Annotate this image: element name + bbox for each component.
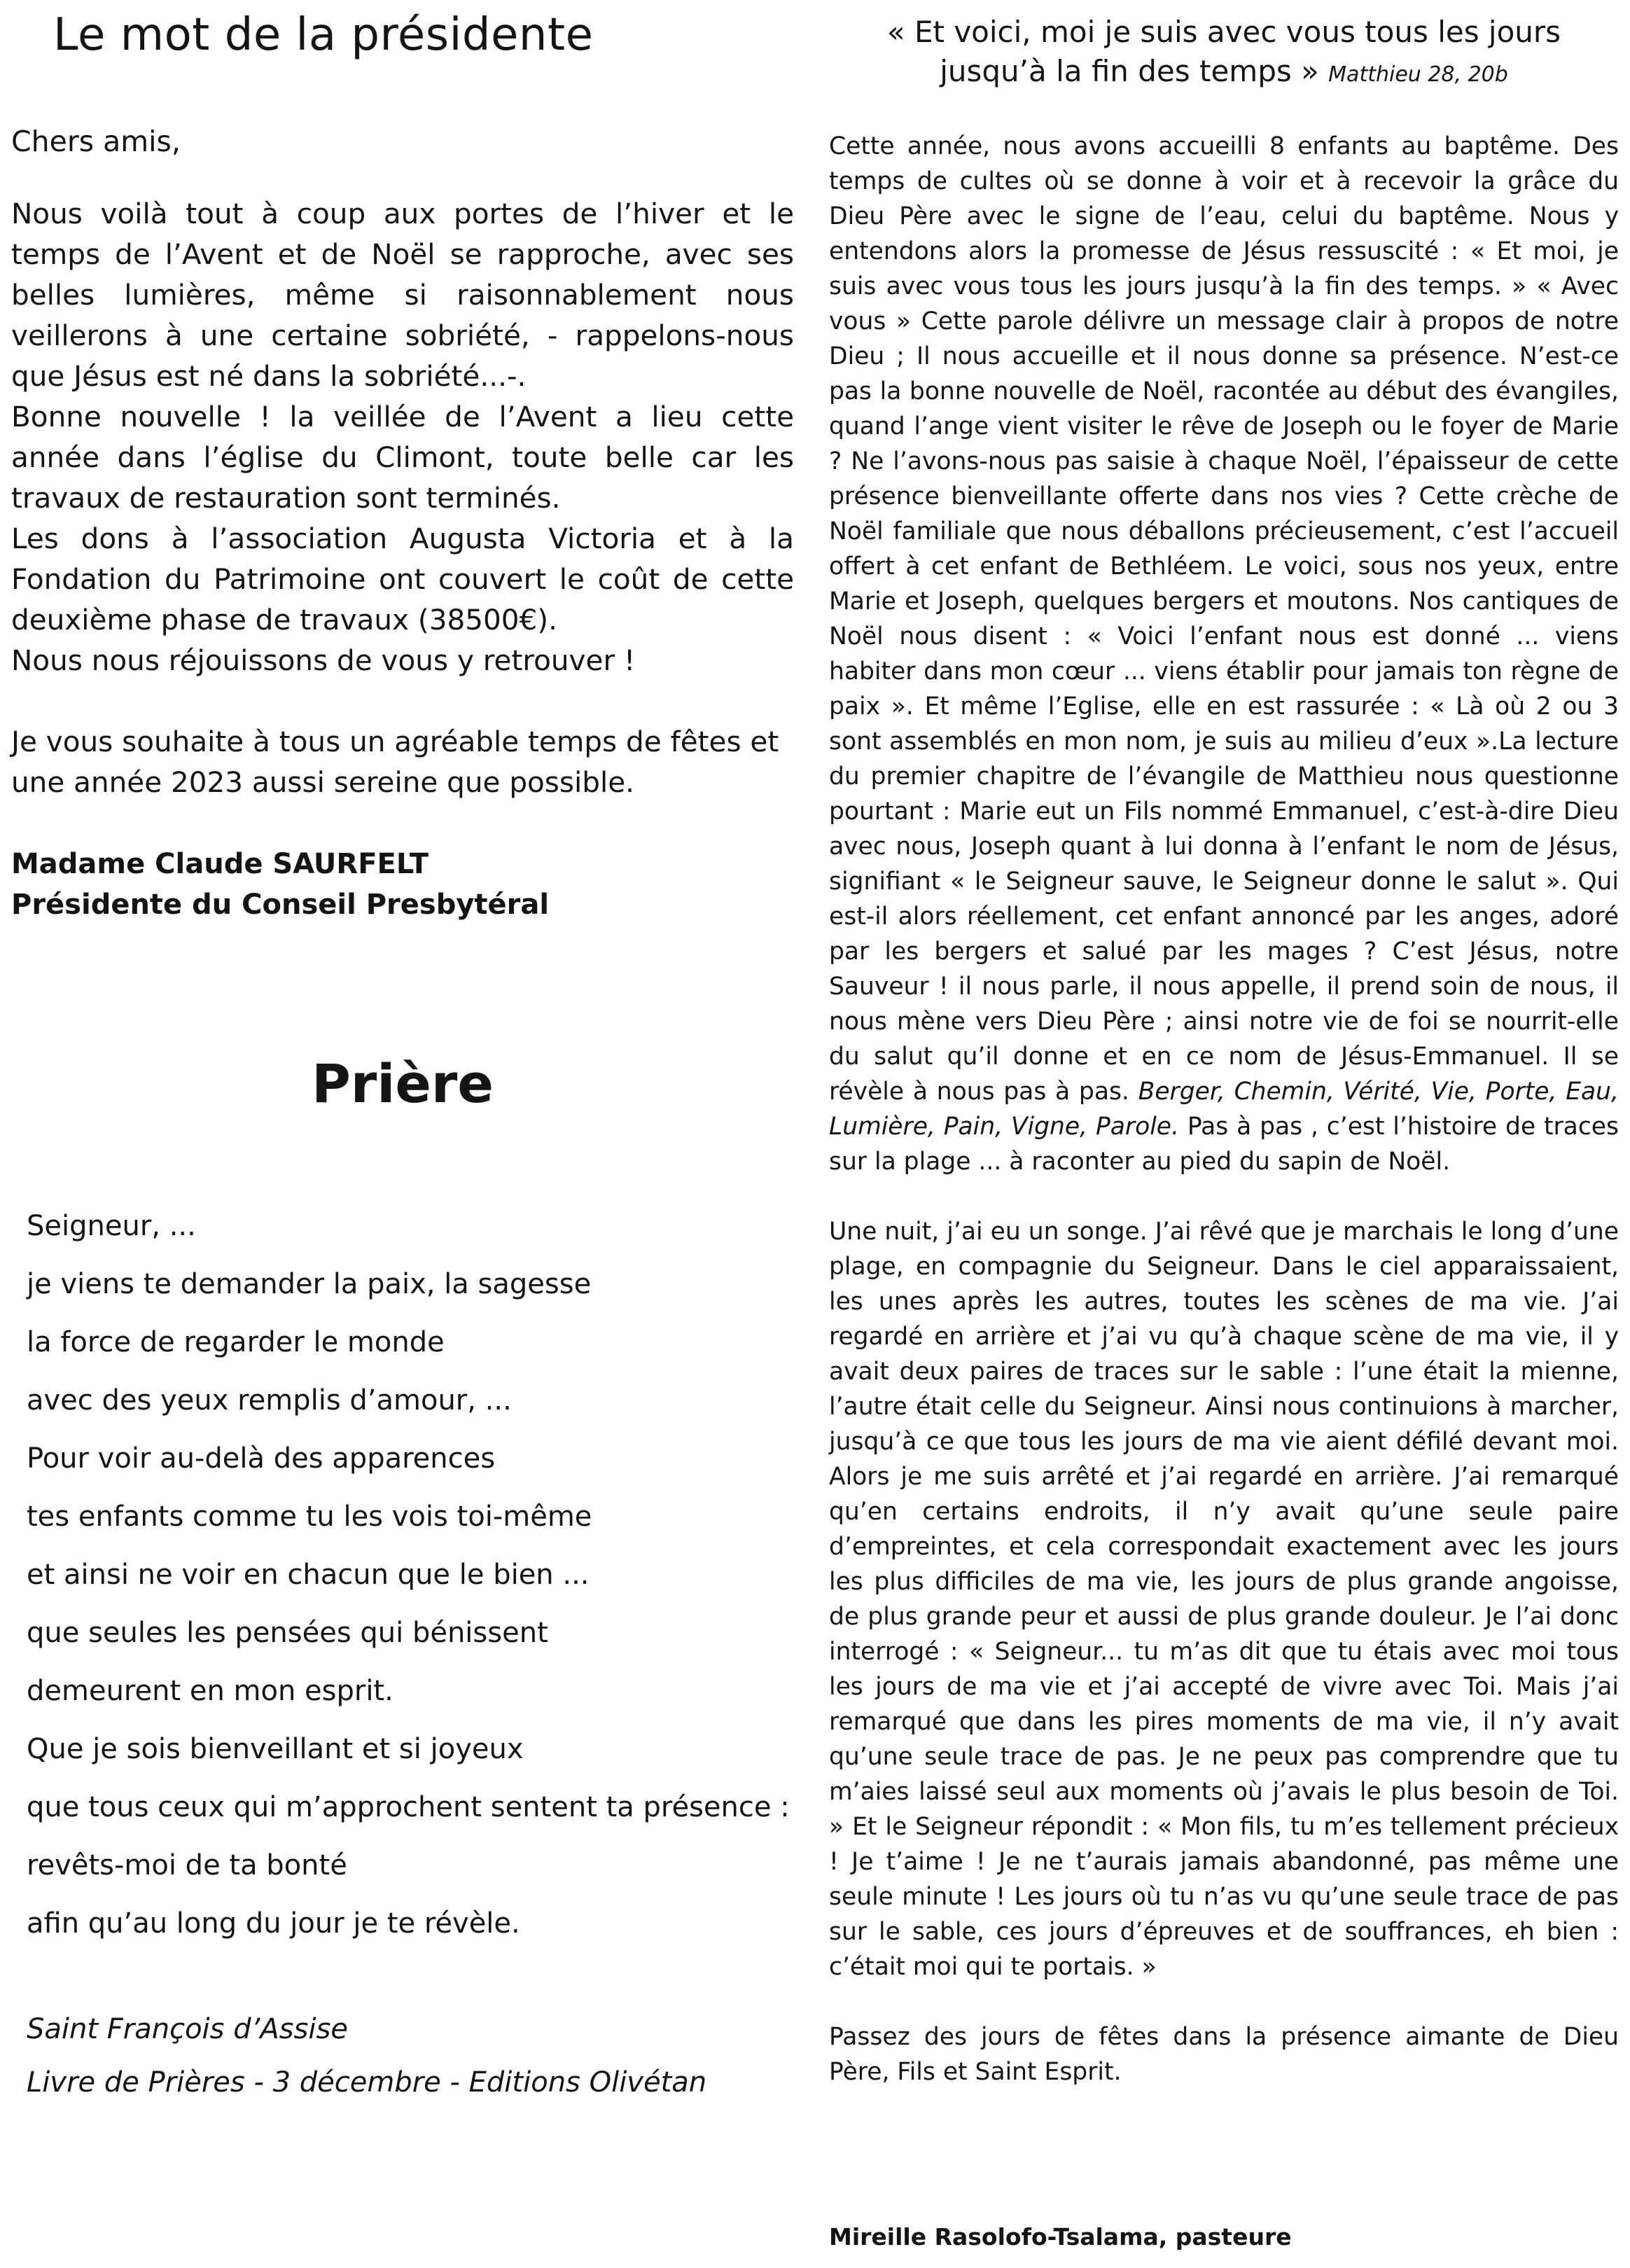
prayer-line: que seules les pensées qui bénissent — [27, 1617, 548, 1649]
prayer-line: que tous ceux qui m’approchent sentent ta présence : — [27, 1791, 790, 1823]
salutation: Chers amis, — [11, 125, 181, 158]
prayer-line: Pour voir au-delà des apparences — [27, 1442, 496, 1475]
prayer-source: Livre de Prières - 3 décembre - Editions Olivétan — [27, 2066, 707, 2099]
president-message — [11, 193, 794, 681]
prayer-line: avec des yeux remplis d’amour, ... — [27, 1384, 512, 1417]
prayer-line: Seigneur, ... — [27, 1210, 196, 1242]
president-title: Le mot de la présidente — [53, 9, 594, 61]
footprints-story: Une nuit, j’ai eu un songe. J’ai rêvé que je marchais le long d’une plage, en compagnie du Seigneur. Dans le ciel apparaissaient, les unes après les autres, toutes les scènes de ma vie. J’ai regardé en arrière et j’ai vu qu’à chaque scène de ma vie, il y avait deux paires de traces sur le sable : l’une était la mienne, l’autre était celle du Seigneur. Ainsi nous continuions à marcher, jusqu’à ce que tous les jours de ma vie aient défilé devant moi. Alors je me suis arrêté et j’ai regardé en arrière. J’ai remarqué qu’en certains endroits, il n’y avait qu’une seule paire d’empreintes, et cela correspondait exactement avec les jours les plus difficiles de ma vie, les jours de plus grande angoisse, de plus grande peur et aussi de plus grande douleur. Je l’ai donc interrogé : « Seigneur... tu m’as dit que tu étais avec moi tous les jours de ma vie et j’ai accepté de vivre avec Toi. Mais j’ai remarqué que dans les pires moments de ma vie, il n’y avait qu’une seule trace de pas. Je ne peux pas comprendre que tu m’aies laissé seul aux moments où j’avais le plus besoin de Toi. » Et le Seigneur répondit : « Mon fils, tu m’es tellement précieux ! Je t’aime ! Je ne t’aurais jamais abandonné, pas même une seule minute ! Les jours où tu n’as vu qu’une seule trace de pas sur le sable, ces jours d’épreuves et de souffrances, eh bien : c’était moi qui te portais. » — [829, 1218, 1619, 1981]
prayer-text — [27, 1197, 790, 1953]
prayer-credits — [27, 2003, 706, 2109]
prayer-line: Que je sois bienveillant et si joyeux — [27, 1733, 524, 1765]
sermon-text: Pas à pas , c’est l’histoire de traces sur la plage ... à raconter au pied du sapin de Noël. — [829, 1113, 1619, 1176]
prayer-title: Prière — [312, 1052, 494, 1115]
bible-quote — [829, 13, 1619, 95]
pastor-message — [829, 129, 1619, 2089]
prayer-line: je viens te demander la paix, la sagesse — [27, 1268, 592, 1300]
season-wishes: Je vous souhaite à tous un agréable temps de fêtes et une année 2023 aussi sereine que possible. — [11, 725, 779, 799]
president-paragraph: Bonne nouvelle ! la veillée de l’Avent a lieu cette année dans l’église du Climont, toute belle car les travaux de restauration sont terminés. — [11, 400, 794, 515]
president-paragraph: Nous voilà tout à coup aux portes de l’hiver et le temps de l’Avent et de Noël se rapproche, avec ses belles lumières, même si raisonnablement nous veillerons à une certaine sobriété, - rappelons-nous que Jésus est né dans la sobriété...-. — [11, 197, 794, 393]
signature-role: Présidente du Conseil Presbytéral — [11, 889, 550, 921]
prayer-line: revêts-moi de ta bonté — [27, 1849, 347, 1881]
prayer-line: la force de regarder le monde — [27, 1326, 445, 1358]
closing-blessing: Passez des jours de fêtes dans la présence aimante de Dieu Père, Fils et Saint Esprit. — [829, 2023, 1619, 2086]
sermon-paragraph — [829, 129, 1619, 1179]
pastor-signature: Mireille Rasolofo-Tsalama, pasteure — [829, 2223, 1292, 2250]
quote-text: « Et voici, moi je suis avec vous tous les jours jusqu’à la fin des temps » — [886, 15, 1561, 88]
president-paragraph: Nous nous réjouissons de vous y retrouver ! — [11, 643, 636, 677]
prayer-author: Saint François d’Assise — [27, 2013, 348, 2045]
sermon-text: Cette année, nous avons accueilli 8 enfants au baptême. Des temps de cultes où se donne à voir et à recevoir la grâce du Dieu Père avec le signe de l’eau, celui du baptême. Nous y entendons alors la promesse de Jésus ressuscité : « Et moi, je suis avec vous tous les jours jusqu’à la fin des temps. » « Avec vous » Cette parole délivre un message clair à propos de notre Dieu ; Il nous accueille et il nous donne sa présence. N’est-ce pas la bonne nouvelle de Noël, racontée au début des évangiles, quand l’ange vient visiter le rêve de Joseph ou le foyer de Marie ? Ne l’avons-nous pas saisie à chaque Noël, l’épaisseur de cette présence bienveillante offerte dans nos vies ? Cette crèche de Noël familiale que nous déballons précieusement, c’est l’accueil offert à cet enfant de Bethléem. Le voici, sous nos yeux, entre Marie et Joseph, quelques bergers et moutons. Nos cantiques de Noël nous disent : « Voici l’enfant nous est donné ... viens habiter dans mon cœur ... viens établir pour jamais ton règne de paix ». Et même l’Eglise, elle en est rassurée : « Là où 2 ou 3 sont assemblés en mon nom, je suis au milieu d’eux ».La lecture du premier chapitre de l’évangile de Matthieu nous questionne pourtant : Marie eut un Fils nommé Emmanuel, c’est-à-dire Dieu avec nous, Joseph quant à lui donna à l’enfant le nom de Jésus, signifiant « le Seigneur sauve, le Seigneur donne le salut ». Qui est-il alors réellement, cet enfant annoncé par les anges, adoré par les bergers et salué par les mages ? C’est Jésus, notre Sauveur ! il nous parle, il nous appelle, il prend soin de nous, il nous mène vers Dieu Père ; ainsi notre vie de foi se nourrit-elle du salut qu’il donne et en ce nom de Jésus-Emmanuel. Il se révèle à nous pas à pas. — [829, 132, 1619, 1106]
prayer-line: afin qu’au long du jour je te révèle. — [27, 1907, 520, 1940]
prayer-line: demeurent en mon esprit. — [27, 1675, 393, 1707]
president-signature — [11, 844, 549, 925]
prayer-line: et ainsi ne voir en chacun que le bien ... — [27, 1559, 590, 1591]
president-paragraph: Les dons à l’association Augusta Victoria et à la Fondation du Patrimoine ont couvert le coût de cette deuxième phase de travaux (38500€). — [11, 522, 794, 636]
quote-reference: Matthieu 28, 20b — [1328, 62, 1508, 87]
signature-name: Madame Claude SAURFELT — [11, 848, 429, 880]
prayer-line: tes enfants comme tu les vois toi-même — [27, 1501, 592, 1533]
christ-names: Berger, Chemin, Vérité, Vie, Porte, Eau, Lumière, Pain, Vigne, Parole. — [829, 1078, 1619, 1141]
